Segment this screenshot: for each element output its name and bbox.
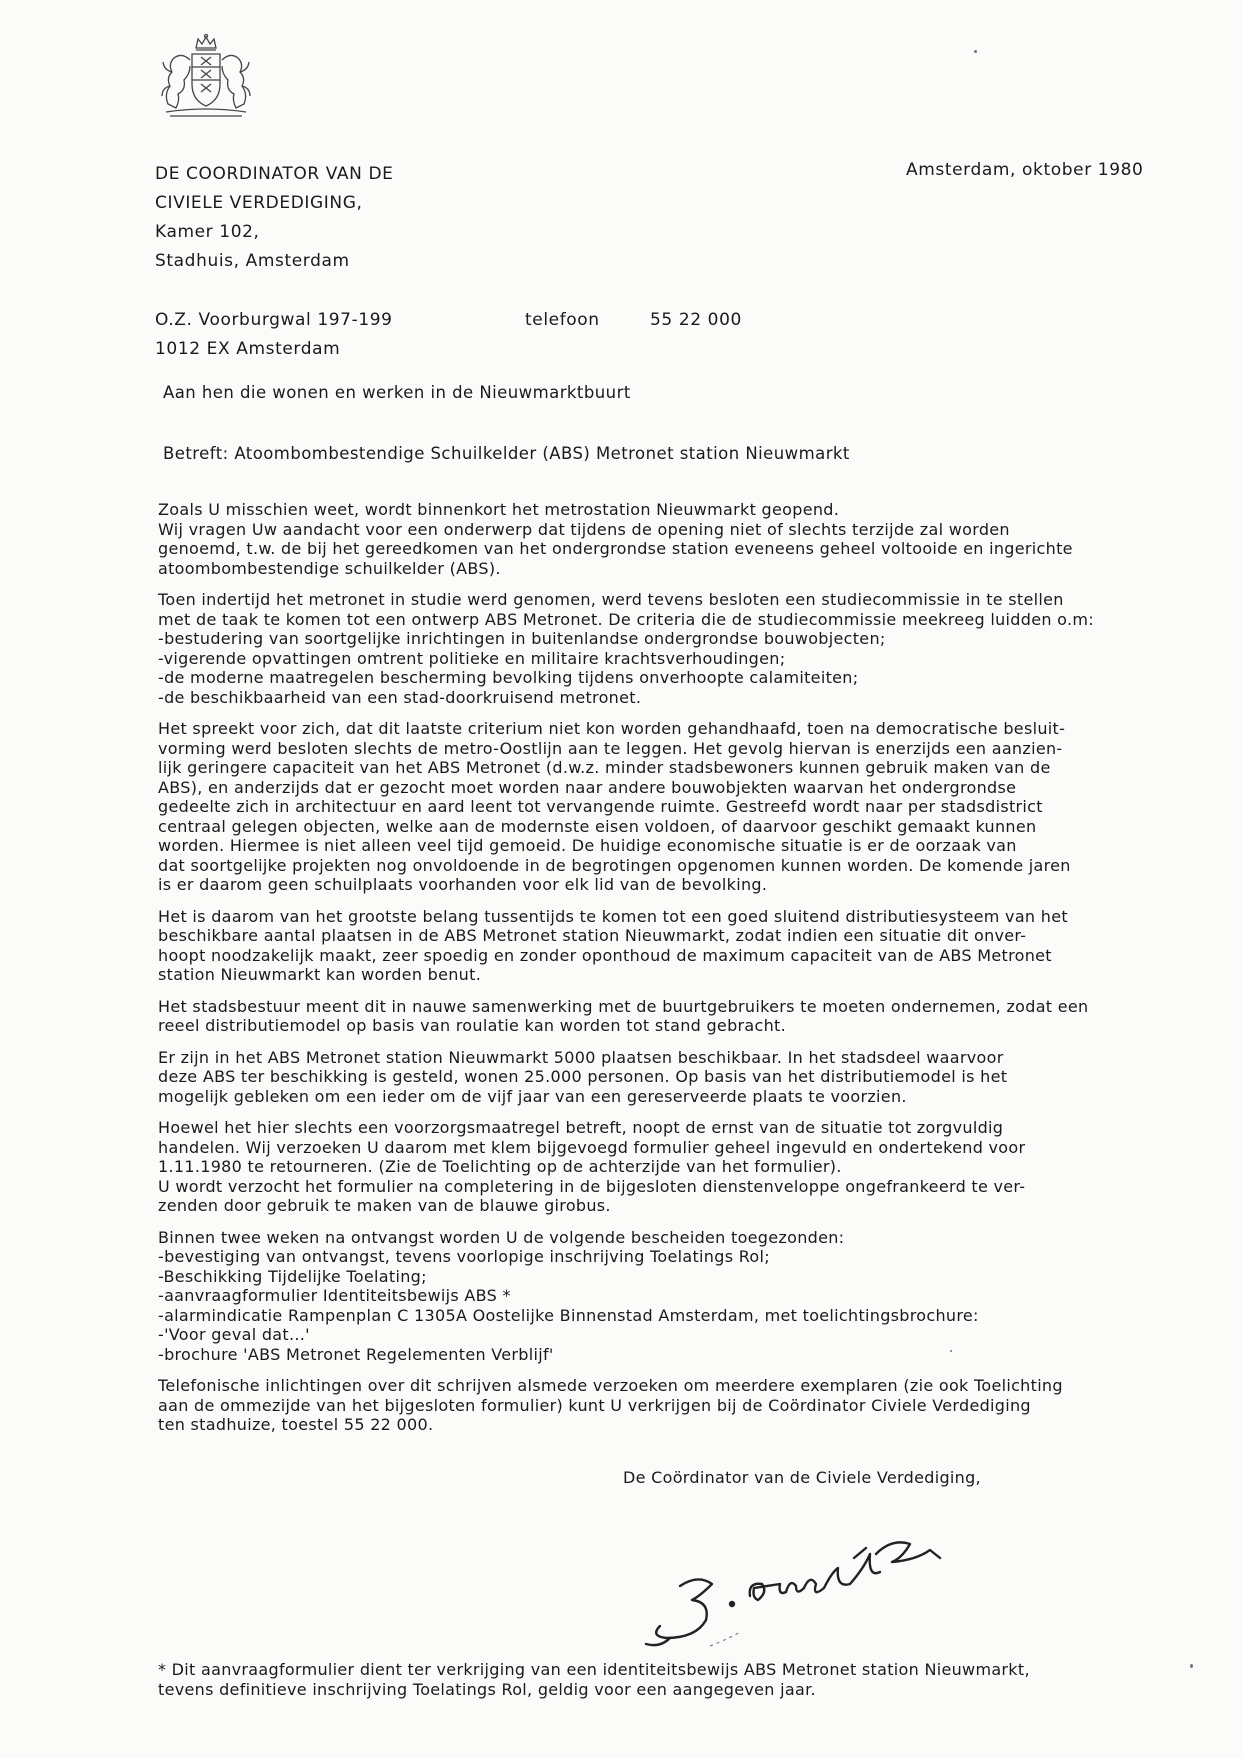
- paragraph: [158, 1228, 1143, 1365]
- scan-speck: [950, 1350, 952, 1352]
- sender-address: [155, 160, 394, 276]
- text-line: genoemd, t.w. de bij het gereedkomen van het ondergrondse station eveneens geheel voltooide en ingerichte: [158, 539, 1073, 558]
- list-item: -'Voor geval dat...': [158, 1325, 310, 1344]
- list-item: -de beschikbaarheid van een stad-doorkruisend metronet.: [158, 687, 642, 707]
- list-item: -alarmindicatie Rampenplan C 1305A Oostelijke Binnenstad Amsterdam, met toelichtingsbrochure:: [158, 1305, 979, 1325]
- paragraph: [158, 907, 1143, 985]
- text-line: hoopt noodzakelijk maakt, zeer spoedig en zonder oponthoud de maximum capaciteit van de ABS Metronet: [158, 945, 1052, 965]
- text-line: Zoals U misschien weet, wordt binnenkort het metrostation Nieuwmarkt geopend.: [158, 500, 840, 519]
- text-line: Het stadsbestuur meent dit in nauwe samenwerking met de buurtgebruikers te moeten ondernemen, zodat een: [158, 996, 1089, 1016]
- text-line: Telefonische inlichtingen over dit schrijven alsmede verzoeken om meerdere exemplaren (zie ook Toelichting: [158, 1376, 1063, 1395]
- sender-line: Kamer 102,: [155, 222, 260, 242]
- postal-code-city: 1012 EX Amsterdam: [155, 339, 341, 359]
- text-line: zenden door gebruik te maken van de blauwe girobus.: [158, 1196, 611, 1215]
- text-line: Hoewel het hier slechts een voorzorgsmaatregel betreft, noopt de ernst van de situatie tot zorgvuldig: [158, 1118, 1004, 1137]
- letter-body: [158, 500, 1143, 1447]
- text-line: ten stadhuize, toestel 55 22 000.: [158, 1415, 434, 1434]
- text-line: Wij vragen Uw aandacht voor een onderwerp dat tijdens de opening niet of slechts terzijde zal worden: [158, 519, 1010, 539]
- footnote: [158, 1660, 1030, 1700]
- text-line: deze ABS ter beschikking is gesteld, wonen 25.000 personen. Op basis van het distributiemodel is het: [158, 1067, 1008, 1086]
- paragraph: [158, 719, 1143, 895]
- text-line: U wordt verzocht het formulier na completering in de bijgesloten dienstenveloppe ongefrankeerd te ver-: [158, 1176, 1026, 1196]
- text-line: met de taak te komen tot een ontwerp ABS Metronet. De criteria die de studiecommissie meekreeg luidden o.m:: [158, 609, 1094, 629]
- paragraph: [158, 500, 1143, 578]
- paragraph: [158, 590, 1143, 707]
- paragraph: [158, 1118, 1143, 1216]
- addressee-line: Aan hen die wonen en werken in de Nieuwmarktbuurt: [163, 383, 631, 402]
- paragraph: [158, 1376, 1143, 1435]
- sender-line: DE COORDINATOR VAN DE: [155, 164, 394, 184]
- telephone-number: 55 22 000: [650, 310, 742, 330]
- signoff-line: De Coördinator van de Civiele Verdediging,: [623, 1468, 981, 1487]
- subject-line: Betreft: Atoombombestendige Schuilkelder (ABS) Metronet station Nieuwmarkt: [163, 444, 850, 463]
- telephone-label: telefoon: [525, 310, 600, 330]
- text-line: mogelijk gebleken om een ieder om de vijf jaar van een gereserveerde plaats te voorzien.: [158, 1086, 907, 1106]
- text-line: station Nieuwmarkt kan worden benut.: [158, 965, 482, 984]
- text-line: Binnen twee weken na ontvangst worden U de volgende bescheiden toegezonden:: [158, 1227, 845, 1247]
- scan-speck: [1190, 1664, 1193, 1668]
- text-line: aan de ommezijde van het bijgesloten formulier) kunt U verkrijgen bij de Coördinator Civiele Verdediging: [158, 1395, 1031, 1415]
- text-line: Er zijn in het ABS Metronet station Nieuwmarkt 5000 plaatsen beschikbaar. In het stadsdeel waarvoor: [158, 1047, 1004, 1067]
- paragraph: [158, 1048, 1143, 1107]
- letter-date: Amsterdam, oktober 1980: [906, 160, 1144, 180]
- postal-address: [155, 306, 1055, 364]
- list-item: -vigerende opvattingen omtrent politieke en militaire krachtsverhoudingen;: [158, 648, 786, 668]
- text-line: Toen indertijd het metronet in studie werd genomen, werd tevens besloten een studiecommissie in te stellen: [158, 590, 1064, 609]
- street-address: O.Z. Voorburgwal 197-199: [155, 310, 393, 330]
- list-item: -Beschikking Tijdelijke Toelating;: [158, 1266, 427, 1286]
- text-line: beschikbare aantal plaatsen in de ABS Metronet station Nieuwmarkt, zodat indien een situatie dit onver-: [158, 926, 1027, 945]
- text-line: handelen. Wij verzoeken U daarom met klem bijgevoegd formulier geheel ingevuld en ondertekend voor: [158, 1137, 1026, 1157]
- list-item: -brochure 'ABS Metronet Regelementen Verblijf': [158, 1344, 554, 1364]
- paragraph: [158, 997, 1143, 1036]
- list-item: -bestudering van soortgelijke inrichtingen in buitenlandse ondergrondse bouwobjecten;: [158, 629, 886, 648]
- text-line: lijk geringere capaciteit van het ABS Metronet (d.w.z. minder stadsbewoners kunnen gebruik maken van de: [158, 758, 1051, 777]
- amsterdam-coat-of-arms-icon: [160, 34, 252, 118]
- text-line: 1.11.1980 te retourneren. (Zie de Toelichting op de achterzijde van het formulier).: [158, 1157, 842, 1176]
- list-item: -bevestiging van ontvangst, tevens voorlopige inschrijving Toelatings Rol;: [158, 1247, 770, 1266]
- handwritten-signature: [640, 1488, 970, 1648]
- list-item: -de moderne maatregelen bescherming bevolking tijdens onverhoopte calamiteiten;: [158, 668, 859, 687]
- sender-line: CIVIELE VERDEDIGING,: [155, 193, 363, 213]
- footnote-line: * Dit aanvraagformulier dient ter verkrijging van een identiteitsbewijs ABS Metronet station Nieuwmarkt,: [158, 1660, 1030, 1679]
- text-line: Het spreekt voor zich, dat dit laatste criterium niet kon worden gehandhaafd, toen na democratische besluit-: [158, 719, 1066, 738]
- text-line: ABS), en anderzijds dat er gezocht moet worden naar andere bouwobjekten waarvan het ondergrondse: [158, 777, 1017, 797]
- text-line: vorming werd besloten slechts de metro-Oostlijn aan te leggen. Het gevolg hiervan is enerzijds een aanzien-: [158, 738, 1063, 758]
- text-line: reeel distributiemodel op basis van roulatie kan worden tot stand gebracht.: [158, 1016, 787, 1035]
- text-line: atoombombestendige schuilkelder (ABS).: [158, 558, 501, 578]
- list-item: -aanvraagformulier Identiteitsbewijs ABS *: [158, 1286, 511, 1305]
- text-line: Het is daarom van het grootste belang tussentijds te komen tot een goed sluitend distributiesysteem van het: [158, 906, 1068, 926]
- text-line: dat soortgelijke projekten nog onvoldoende in de begrotingen opgenomen kunnen worden. De komende jaren: [158, 855, 1071, 875]
- text-line: gedeelte zich in architectuur en aard leent tot vervangende ruimte. Gestreefd wordt naar per stadsdistrict: [158, 797, 1043, 816]
- text-line: is er daarom geen schuilplaats voorhanden voor elk lid van de bevolking.: [158, 875, 768, 894]
- text-line: worden. Hiermee is niet alleen veel tijd gemoeid. De huidige economische situatie is er de oorzaak van: [158, 836, 1017, 855]
- sender-line: Stadhuis, Amsterdam: [155, 251, 350, 271]
- scan-speck: [974, 50, 977, 53]
- footnote-line: tevens definitieve inschrijving Toelatings Rol, geldig voor een aangegeven jaar.: [158, 1680, 816, 1699]
- text-line: centraal gelegen objecten, welke aan de modernste eisen voldoen, of daarvoor geschikt gemaakt kunnen: [158, 816, 1037, 836]
